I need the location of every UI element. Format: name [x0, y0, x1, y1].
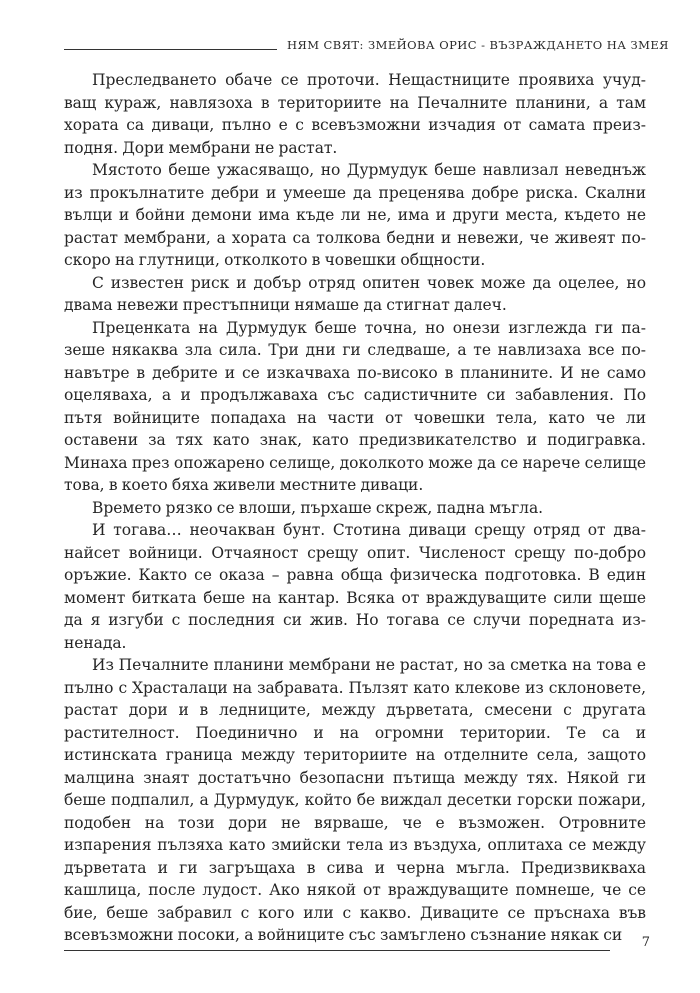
paragraph: Мястото беше ужасяващо, но Дурмудук беше навлизал неведнъж из прокълнатите дебри и умееше да преценява добре риска. Скални вълци и бойни демони има къде ли не, има и други места, където не растат мембрани, а хората са толкова бедни и невежи, че живеят по-скоро на глутници, отколкото в човешки общности. [64, 161, 646, 269]
page-number: 7 [641, 935, 650, 950]
paragraph: С известен риск и добър отряд опитен човек може да оцелее, но двама невежи престъпници нямаше да стигнат далеч. [64, 273, 646, 314]
running-head: НЯМ СВЯТ: ЗМЕЙОВА ОРИС - ВЪЗРАЖДАНЕТО НА ЗМЕЯ [287, 38, 669, 52]
footer-rule [64, 950, 610, 951]
paragraph: Преценката на Дурмудук беше точна, но онези изглежда ги пазеше някаква зла сила. Три дни ги следваше, а те навлизаха все по-навътре в дебрите и се изкачваха по-високо в планините. И не само оцеляваха, а и продължаваха със садистичните си забавления. По пътя войниците попадаха на части от човешки тела, като че ли оставени за тях като знак, като предизвикателство и подигравка. Минаха през опожарено селище, доколкото може да се нарече селище това, в което бяха живели местните диваци. [64, 318, 646, 494]
paragraph: Преследването обаче се проточи. Нещастниците проявиха учудващ кураж, навлязоха в териториите на Печалните планини, а там хората са диваци, пълно е с всевъзможни изчадия от самата преизподня. Дори мембрани не растат. [64, 71, 646, 157]
paragraph: Из Печалните планини мембрани не растат, но за сметка на това е пълно с Храсталаци на забравата. Пълзят като клекове из склоновете, растат дори и в ледниците, между дърветата, смесени с другата растителност. Поединично и на огромни територии. Те са и истинската граница между териториите на отделните села, защото малцина знаят достатъчно безопасни пътища между тях. Някой ги беше подпалил, а Дурмудук, който бе виждал десетки горски пожари, подобен на този дори не вярваше, че е възможен. Отровните изпарения пълзяха като змийски тела из въздуха, оплитаха се между дърветата и ги загръщаха в сива и черна мъгла. Предизвикваха кашлица, после лудост. Ако някой от враждуващите помнеше, че се бие, беше забравил с кого или с какво. Диваците се пръснаха във всевъзможни посоки, а войниците със замъглено съзнание някак си [64, 656, 646, 944]
body-text [64, 69, 646, 947]
paragraph: Времето рязко се влоши, пърхаше скреж, падна мъгла. [92, 498, 544, 517]
header-rule [64, 49, 277, 50]
paragraph: И тогава… неочакван бунт. Стотина диваци срещу отряд от дванайсет войници. Отчаяност срещу опит. Численост срещу по-добро оръжие. Както се оказа – равна обща физическа подготовка. В един момент битката беше на кантар. Всяка от враждуващите сили щеше да я изгуби с последния си жив. Но тогава се случи поредната изненада. [64, 521, 646, 652]
